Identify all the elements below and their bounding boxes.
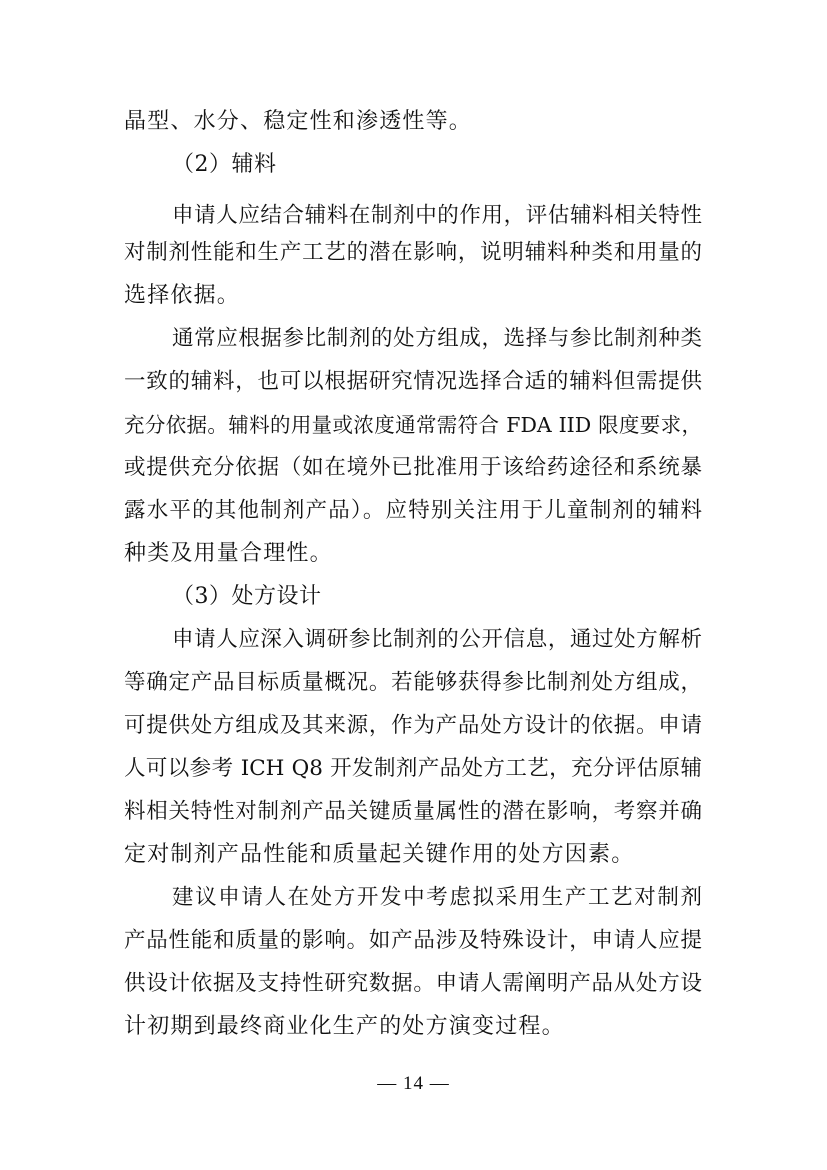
paragraph-line: 充分依据。辅料的用量或浓度通常需符合 FDA IID 限度要求， xyxy=(124,413,702,437)
page-number: — 14 — xyxy=(377,1073,450,1094)
paragraph-line: 定对制剂产品性能和质量起关键作用的处方因素。 xyxy=(124,842,635,867)
paragraph-line: 申请人应结合辅料在制剂中的作用，评估辅料相关特性 xyxy=(172,203,702,228)
paragraph-line: 露水平的其他制剂产品）。应特别关注用于儿童制剂的辅料 xyxy=(124,498,702,523)
paragraph-line: 可提供处方组成及其来源，作为产品处方设计的依据。申请 xyxy=(124,713,702,738)
paragraph-line: 等确定产品目标质量概况。若能够获得参比制剂处方组成， xyxy=(124,670,702,695)
section-heading-excipients: （2）辅料 xyxy=(172,152,277,177)
paragraph-line: 种类及用量合理性。 xyxy=(124,541,333,566)
paragraph-line: 通常应根据参比制剂的处方组成，选择与参比制剂种类 xyxy=(172,326,702,351)
section-heading-formulation-design: （3）处方设计 xyxy=(172,584,322,609)
paragraph-line: 人可以参考 ICH Q8 开发制剂产品处方工艺，充分评估原辅 xyxy=(124,756,702,781)
paragraph-line: 产品性能和质量的影响。如产品涉及特殊设计，申请人应提 xyxy=(124,928,702,953)
paragraph-line: 晶型、水分、稳定性和渗透性等。 xyxy=(124,109,473,134)
paragraph-line: 选择依据。 xyxy=(124,283,241,308)
paragraph-line: 料相关特性对制剂产品关键质量属性的潜在影响，考察并确 xyxy=(124,799,702,824)
paragraph-line: 计初期到最终商业化生产的处方演变过程。 xyxy=(124,1014,565,1039)
paragraph-line: 建议申请人在处方开发中考虑拟采用生产工艺对制剂 xyxy=(172,885,702,910)
paragraph-line: 申请人应深入调研参比制剂的公开信息，通过处方解析 xyxy=(172,627,702,652)
paragraph-line: 或提供充分依据（如在境外已批准用于该给药途径和系统暴 xyxy=(124,455,702,480)
paragraph-line: 供设计依据及支持性研究数据。申请人需阐明产品从处方设 xyxy=(124,971,702,996)
paragraph-line: 对制剂性能和生产工艺的潜在影响，说明辅料种类和用量的 xyxy=(124,240,702,265)
paragraph-line: 一致的辅料，也可以根据研究情况选择合适的辅料但需提供 xyxy=(124,369,702,394)
